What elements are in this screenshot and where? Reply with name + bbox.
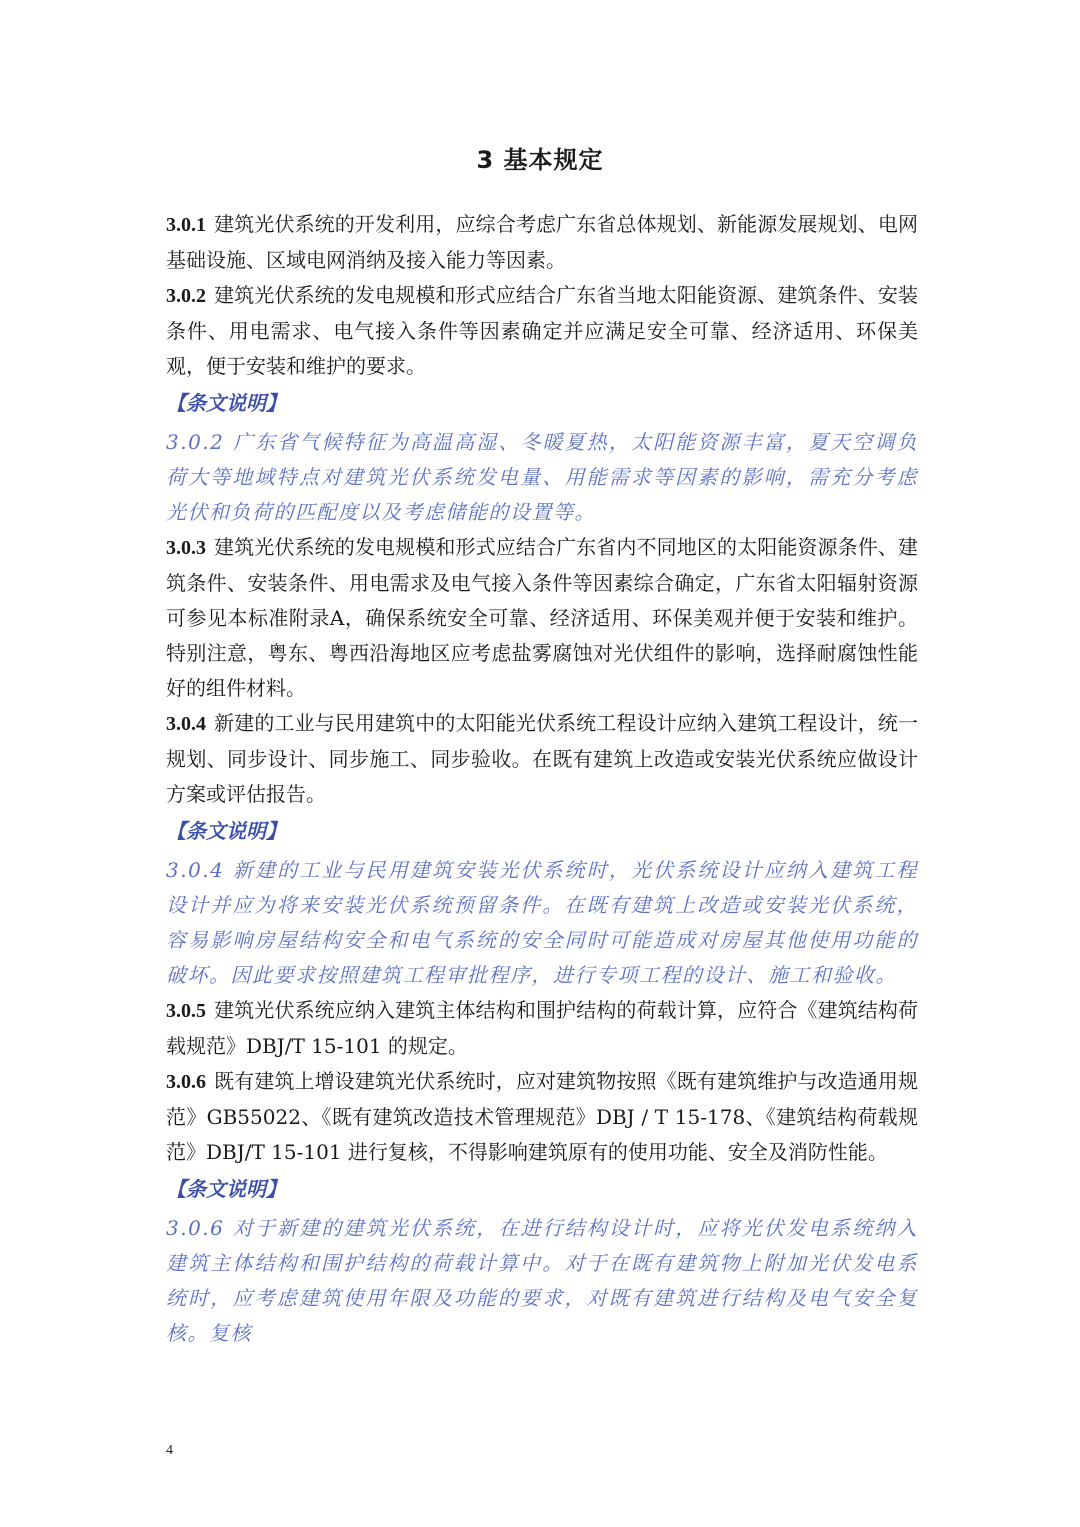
explanation-heading: 【条文说明】 [166, 1177, 286, 1201]
page-number: 4 [166, 1443, 173, 1458]
clause-3-0-5 [166, 993, 918, 1064]
explanation-heading: 【条文说明】 [166, 819, 286, 843]
clause-text: 建筑光伏系统应纳入建筑主体结构和围护结构的荷载计算，应符合《建筑结构荷载规范》DBJ/T 15-101 的规定。 [166, 998, 918, 1058]
clause-number: 3.0.1 [166, 214, 206, 236]
clause-number: 3.0.4 [166, 713, 206, 735]
explanation-3-0-2: 3.0.2 广东省气候特征为高温高湿、冬暖夏热，太阳能资源丰富，夏天空调负荷大等地域特点对建筑光伏系统发电量、用能需求等因素的影响，需充分考虑光伏和负荷的匹配度以及考虑储能的设置等。 [166, 430, 918, 524]
explanation-heading: 【条文说明】 [166, 391, 286, 415]
clause-3-0-2 [166, 278, 918, 384]
clause-text: 新建的工业与民用建筑中的太阳能光伏系统工程设计应纳入建筑工程设计，统一规划、同步设计、同步施工、同步验收。在既有建筑上改造或安装光伏系统应做设计方案或评估报告。 [166, 711, 918, 806]
clause-number: 3.0.3 [166, 537, 206, 559]
clause-3-0-3 [166, 530, 918, 706]
clause-text: 建筑光伏系统的发电规模和形式应结合广东省内不同地区的太阳能资源条件、建筑条件、安装条件、用电需求及电气接入条件等因素综合确定，广东省太阳辐射资源可参见本标准附录A，确保系统安全可靠、经济适用、环保美观并便于安装和维护。特别注意，粤东、粤西沿海地区应考虑盐雾腐蚀对光伏组件的影响，选择耐腐蚀性能好的组件材料。 [166, 535, 918, 700]
clause-text: 建筑光伏系统的开发利用，应综合考虑广东省总体规划、新能源发展规划、电网基础设施、区域电网消纳及接入能力等因素。 [166, 212, 918, 272]
content-body [166, 207, 918, 1351]
explanation-3-0-4: 3.0.4 新建的工业与民用建筑安装光伏系统时，光伏系统设计应纳入建筑工程设计并应为将来安装光伏系统预留条件。在既有建筑上改造或安装光伏系统，容易影响房屋结构安全和电气系统的安全同时可能造成对房屋其他使用功能的破坏。因此要求按照建筑工程审批程序，进行专项工程的设计、施工和验收。 [166, 858, 918, 987]
clause-3-0-6 [166, 1064, 918, 1170]
clause-3-0-1 [166, 207, 918, 278]
clause-number: 3.0.6 [166, 1071, 206, 1093]
explanation-3-0-6: 3.0.6 对于新建的建筑光伏系统，在进行结构设计时，应将光伏发电系统纳入建筑主体结构和围护结构的荷载计算中。对于在既有建筑物上附加光伏发电系统时，应考虑建筑使用年限及功能的要求，对既有建筑进行结构及电气安全复核。复核 [166, 1216, 918, 1345]
clause-text: 既有建筑上增设建筑光伏系统时，应对建筑物按照《既有建筑维护与改造通用规范》GB55022、《既有建筑改造技术管理规范》DBJ / T 15-178、《建筑结构荷载规范》DBJ/T 15-101 进行复核，不得影响建筑原有的使用功能、安全及消防性能。 [166, 1069, 918, 1164]
clause-number: 3.0.2 [166, 285, 206, 307]
clause-3-0-4 [166, 706, 918, 812]
chapter-title: 3 基本规定 [476, 146, 604, 174]
clause-number: 3.0.5 [166, 1000, 206, 1022]
clause-text: 建筑光伏系统的发电规模和形式应结合广东省当地太阳能资源、建筑条件、安装条件、用电需求、电气接入条件等因素确定并应满足安全可靠、经济适用、环保美观，便于安装和维护的要求。 [166, 283, 918, 378]
